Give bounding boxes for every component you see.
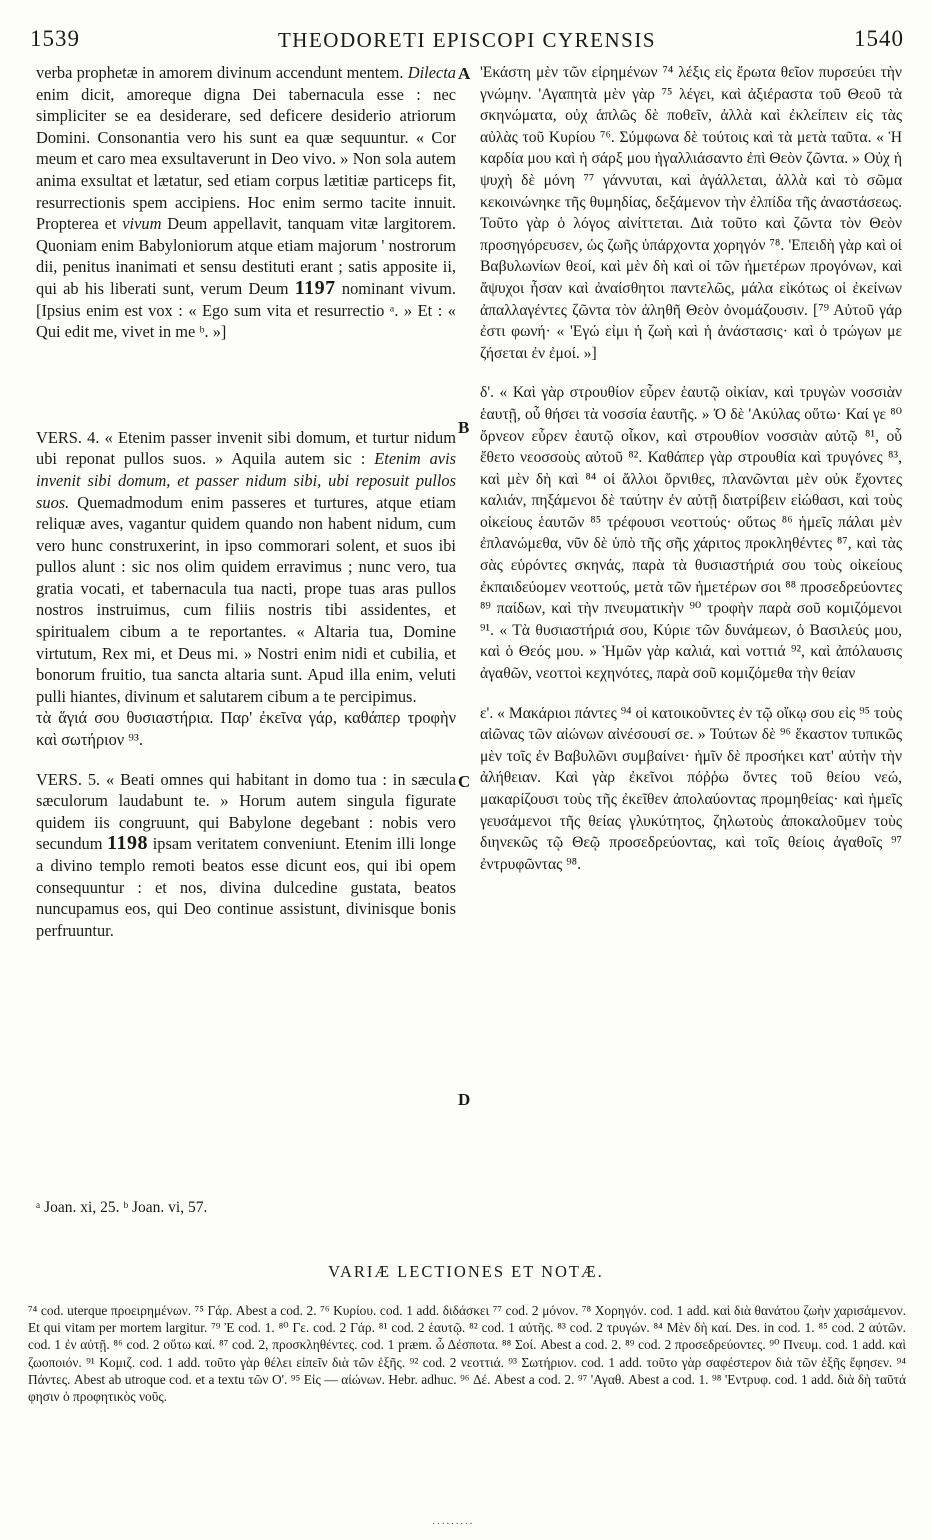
latin-paragraph-3: VERS. 5. « Beati omnes qui habitant in domo tua : in sæcula sæculorum laudabunt te. » Horum autem singula figurate quidem iis congruunt, qui Babylone degebant : nobis vero secundum 1198 ipsam veritatem conveniunt. Etenim illi longe a divino templo remoti beatos esse dicunt eos, qui ibi opem consequuntur : et nos, divina dulcedine gustata, beatos nuncupamus eos, qui Deo continue assistunt, divinisque bonis perfruuntur. <box>36 769 456 940</box>
greek-paragraph-3: ε'. « Μακάριοι πάντες ⁹⁴ οἱ κατοικοῦντες ἐν τῷ οἴκῳ σου εἰς ⁹⁵ τοὺς αἰῶνας τῶν αἰώνων αἰνέσουσί σε. » Τούτων δὲ ⁹⁶ ἕκαστον τυπικῶς μὲν τοῖς ἐν Βαβυλῶνι συμβαίνει· ἡμῖν δὲ προσήκει κατ' αὐτὴν τὴν ἀλήθειαν. Καὶ γὰρ ἐκεῖνοι πόῤῥω ὄντες τοῦ θείου νεώ, μακαρίζουσι τοὺς τῆς ἐκεῖθεν ἀπολαύοντας προμηθείας· καὶ ἡμεῖς γευσάμενοι τῆς θείας γλυκύτητος, ζηλωτοὺς ἀποκαλοῦμεν τοὺς διηνεκῶς τῷ Θεῷ προσεδρεύοντας, καὶ τοῖς θείοις ἀγαθοῖς ⁹⁷ ἐντρυφῶντας ⁹⁸. <box>480 704 902 873</box>
greek-continuation-line: τὰ ἅγιά σου θυσιαστήρια. Παρ' ἐκεῖνα γάρ, καθάπερ τροφὴν καὶ σωτήριον ⁹³. <box>36 708 456 750</box>
notes-text: ⁷⁴ cod. uterque προειρημένων. ⁷⁵ Γάρ. Abest a cod. 2. ⁷⁶ Κυρίου. cod. 1 add. διδάσκει ⁷⁷ cod. 2 μόνον. ⁷⁸ Χορηγόν. cod. 1 add. καὶ διὰ θανάτου ζωὴν χαρισάμενον. Et qui vitam per mortem largitur. ⁷⁹ Ἐ cod. 1. ⁸⁰ Γε. cod. 2 Γάρ. ⁸¹ cod. 2 ἑαυτῷ. ⁸² cod. 1 αὐτῆς. ⁸³ cod. 2 τρυγών. ⁸⁴ Μὲν δὴ καί. Des. in cod. 1. ⁸⁵ cod. 2 αὐτῶν. cod. 1 ἐν αὐτῇ. ⁸⁶ cod. 2 οὕτω καί. ⁸⁷ cod. 2, προσκληθέντες. cod. 1 præm. ὦ Δέσποτα. ⁸⁸ Σοί. Abest a cod. 2. ⁸⁹ cod. 2 προσεδρεύοντες. ⁹⁰ Πνευμ. cod. 1 add. καὶ ζωοποιόν. ⁹¹ Κομιζ. cod. 1 add. τοῦτο γὰρ θέλει εἰπεῖν διὰ τῶν ἑξῆς. ⁹² cod. 2 νεοττιά. ⁹³ Σωτήριον. cod. 1 add. τοῦτο γὰρ σαφέστερον διὰ τῶν ἑξῆς ἔφησεν. ⁹⁴ Πάντες. Abest ab utroque cod. et a textu τῶν Ο'. ⁹⁵ Εἰς — αἰώνων. Hebr. adhuc. ⁹⁶ Δέ. Abest a cod. 2. ⁹⁷ 'Αγαθ. Abest a cod. 1. ⁹⁸ 'Εντρυφ. cod. 1 add. διὰ δὴ ταῦτά φησιν ὁ προφητικὸς νοῦς. <box>28 1303 906 1405</box>
section-marker-c: C <box>458 772 471 791</box>
margin-number-1197: 1197 <box>294 276 336 299</box>
section-marker-d: D <box>458 1090 471 1109</box>
greek-paragraph-2: δ'. « Καὶ γὰρ στρουθίον εὗρεν ἑαυτῷ οἰκίαν, καὶ τρυγὼν νοσσιὰν ἑαυτῇ, οὗ θήσει τὰ νοσσία ἑαυτῆς. » Ὁ δὲ 'Ακύλας οὕτω· Καί γε ⁸⁰ ὄρνεον εὗρεν ἑαυτῷ οἶκον, καὶ στρουθίον νοσσιὰν αὐτῷ ⁸¹, οὗ ἔθετο νεοσσοὺς αὐτοῦ ⁸². Καθάπερ γὰρ στρουθία καὶ τρυγόνες ⁸³, καὶ μὲν δὴ καὶ ⁸⁴ οἱ ἄλλοι ὄρνιθες, πλανῶνται μὲν οὐκ ἔχοντες καλιάν, πηξάμενοι δὲ ταύτην ἐν αὐτῇ διατρίβειν εἰώθασι, καὶ τοὺς οἰκείους ἑαυτῶν ⁸⁵ τρέφουσι νεοττούς· οὕτως ⁸⁶ ἡμεῖς πάλαι μὲν ἐπλανώμεθα, νῦν δὲ ὑπὸ τῆς σῆς χάριτος προκληθέντες ⁸⁷, καὶ τὰς σὰς εὑρόντες σκηνάς, παρὰ τὰ θυσιαστήριά σου τοὺς οἰκείους ἐκπαιδεύομεν νεοττούς, μετὰ τῶν ἡμετέρων σοι ⁸⁸ προσεδρεύοντες ⁸⁹ παίδων, καὶ τὴν πνευματικὴν ⁹⁰ τροφὴν παρὰ σοῦ κομιζόμενοι ⁹¹. « Τὰ θυσιαστήριά σου, Κύριε τῶν δυνάμεων, ὁ Βασιλεύς μου, καὶ ὁ Θεός μου. » Ἡμῶν γὰρ καλιά, καὶ νοττιά ⁹², καὶ ἀπόλαυσις ἀγαθῶν, νεοττοὶ κεχηνότες, παρὰ σοῦ κομιζόμεθα τὴν θείαν <box>480 384 902 683</box>
page-header <box>30 26 904 58</box>
running-title: THEODORETI EPISCOPI CYRENSIS <box>277 28 657 52</box>
latin-column <box>36 62 456 941</box>
section-marker-a: A <box>458 64 471 83</box>
section-marker-b: B <box>458 418 470 437</box>
latin-paragraph-2: VERS. 4. « Etenim passer invenit sibi domum, et turtur nidum ubi reponat pullos suos. » Aquila autem sic : Etenim avis invenit sibi domum, et passer nidum sibi, ubi reposuit pullos suos. Quemadmodum enim passeres et turtures, atque etiam reliquæ aves, vagantur quidem quando non habent nidum, cum vero hunc construxerint, in ipso commorari solent, et suos ibi pullos alunt : sic nos olim quidem erravimus ; nunc vero, tua gratia vocati, et tabernacula tua nacti, prope tuas aras pullos nostros instruimus, cum filiis nostris tibi assidentes, et spiritualem cibum a te reportantes. « Altaria tua, Domine virtutum, Rex mi, et Deus mi. » Nostri enim nidi et cubilia, et bonorum fruitio, tua sancta altaria sunt. Apud illa enim, veluti pulli hiantes, divinum et salutarem cibum a te percipimus. <box>36 427 456 706</box>
scripture-references: ᵃ Joan. xi, 25. ᵇ Joan. vi, 57. <box>36 1199 208 1216</box>
notes-title: VARIÆ LECTIONES ET NOTÆ. <box>328 1262 604 1281</box>
printer-mark: ········· <box>432 1518 474 1530</box>
variant-notes <box>28 1302 906 1405</box>
latin-paragraph-1: verba prophetæ in amorem divinum accendunt mentem. Dilecta enim dicit, amoreque digna Dei tabernacula esse : nec simpliciter se ea desiderare, sed deficere desiderio atriorum Domini. Consonantia vero his sunt ea quæ sequuntur. « Cor meum et caro mea exsultaverunt in Deo vivo. » Non sola autem anima exsultat et lætatur, sed etiam corpus lætitiæ particeps fit, resurrectionis spem accipiens. Hoc enim sermo tacite innuit. Propterea et vivum Deum appellavit, tanquam vitæ largitorem. Quoniam enim Babyloniorum atque etiam majorum ' nostrorum dii, penitus inanimati et sensu destituti erant ; satis apposite ii, qui ab his liberati sunt, verum Deum 1197 nominant vivum. [Ipsius enim est vox : « Ego sum vita et resurrectio ᵃ. » Et : « Qui edit me, vivet in me ᵇ. »] <box>36 63 457 342</box>
greek-paragraph-1: 'Εκάστη μὲν τῶν εἰρημένων ⁷⁴ λέξις εἰς ἔρωτα θεῖον πυρσεύει τὴν γνώμην. 'Αγαπητὰ μὲν γὰρ ⁷⁵ λέγει, καὶ ἀξιέραστα τοῦ Θεοῦ τὰ σκηνώματα, οὐχ ἁπλῶς δὲ ποθεῖν, ἀλλὰ καὶ ἐκλείπειν εἰς τὰς αὐλὰς τοῦ Κυρίου ⁷⁶. Σύμφωνα δὲ τούτοις καὶ τὰ μετὰ ταῦτα. « Ἡ καρδία μου καὶ ἡ σάρξ μου ἠγαλλιάσαντο ἐπὶ Θεὸν ζῶντα. » Οὐχ ἡ ψυχὴ δὲ μόνη ⁷⁷ γάννυται, καὶ ἀγάλλεται, ἀλλὰ καὶ τὸ σῶμα κεκοινώνηκε τῆς θυμηδίας, δεξάμενον τὴν ἐλπίδα τῆς ἀναστάσεως. Τοῦτο γὰρ ὁ λόγος αἰνίττεται. Διὰ τοῦτο καὶ ζῶντα τὸν Θεὸν προσηγόρευσεν, ὡς ζωῆς ὑπάρχοντα χορηγόν ⁷⁸. 'Επειδὴ γὰρ καὶ οἱ Βαβυλωνίων θεοί, καὶ μὲν δὴ καὶ οἱ τῶν ἡμετέρων προγόνων, καὶ ἄψυχοι ἦσαν καὶ ἀναίσθητοι παντελῶς, μάλα εἰκότως οἱ ἐκείνων ἀπαλλαγέντες ζῶντα τὸν ἀληθῆ Θεὸν ὀνομάζουσιν. [⁷⁹ Αὐτοῦ γάρ ἐστι φωνή· « 'Εγώ εἰμι ἡ ζωὴ καὶ ἡ ἀνάστασις· καὶ ὁ τρώγων με ζήσεται ἐν ἐμοί. »] <box>480 64 902 362</box>
margin-number-1198: 1198 <box>107 832 149 855</box>
page-number-left: 1539 <box>30 26 80 51</box>
greek-column <box>480 62 902 875</box>
page-number-right: 1540 <box>854 26 904 51</box>
